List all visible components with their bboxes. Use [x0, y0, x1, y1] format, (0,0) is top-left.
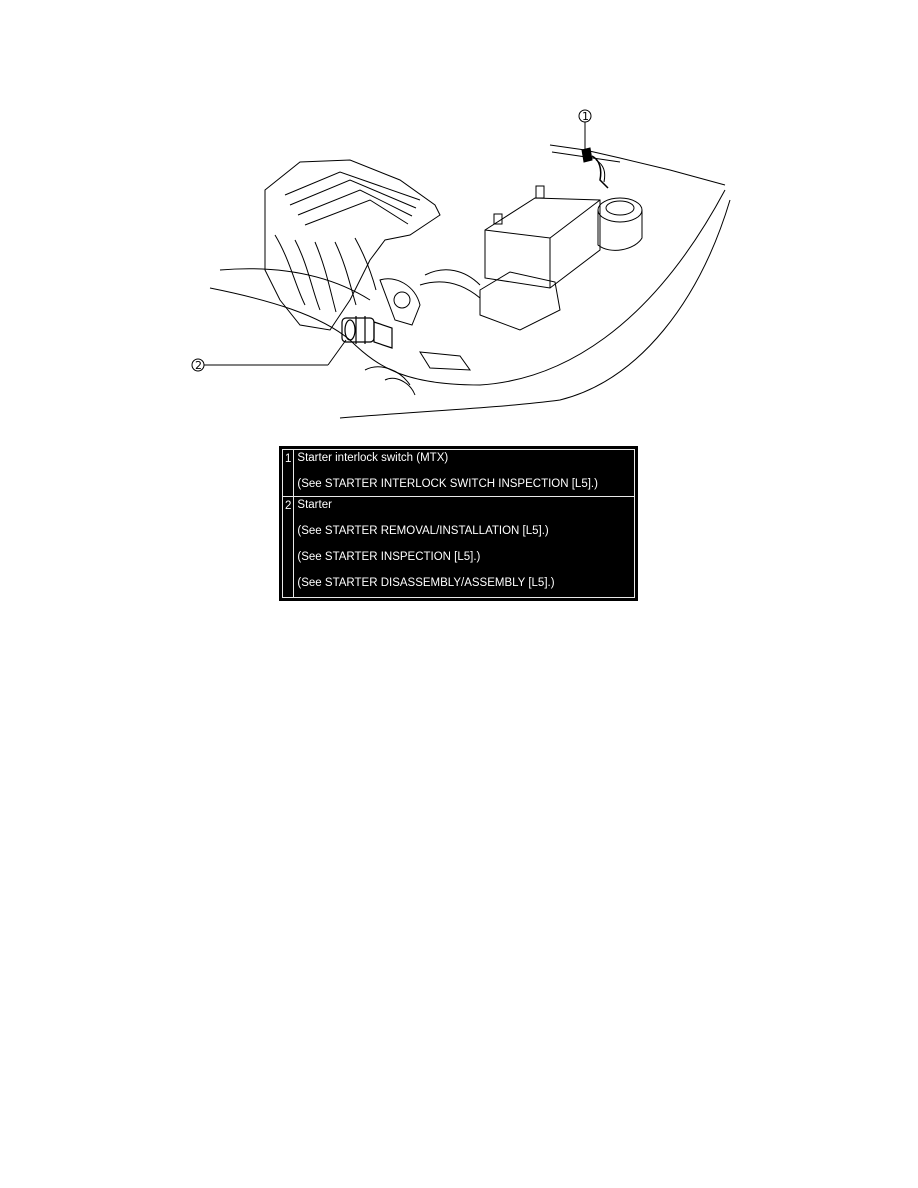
legend-row-2-ref-2: (See STARTER INSPECTION [L5].): [297, 550, 481, 563]
legend-row-1-title: Starter interlock switch (MTX): [297, 452, 449, 464]
legend-row-2-ref-3: (See STARTER DISASSEMBLY/ASSEMBLY [L5].): [297, 576, 555, 589]
component-legend-table: [279, 446, 638, 601]
legend-row-1-ref-1: (See STARTER INTERLOCK SWITCH INSPECTION [L5].): [297, 478, 598, 490]
legend-row-2-number: 2: [283, 496, 294, 597]
legend-row-2: [283, 496, 635, 597]
legend-table: [282, 449, 635, 598]
legend-row-1: [283, 450, 635, 497]
legend-row-2-title: Starter: [297, 498, 332, 511]
legend-row-1-number: 1: [283, 450, 294, 497]
legend-row-2-ref-1: (See STARTER REMOVAL/INSTALLATION [L5].): [297, 524, 549, 537]
callout-2-label: 2: [195, 359, 202, 372]
legend-row-1-content: [294, 450, 635, 497]
legend-row-2-content: [294, 496, 635, 597]
engine-bay-illustration: [180, 100, 740, 430]
callout-1-label: 1: [582, 110, 589, 123]
